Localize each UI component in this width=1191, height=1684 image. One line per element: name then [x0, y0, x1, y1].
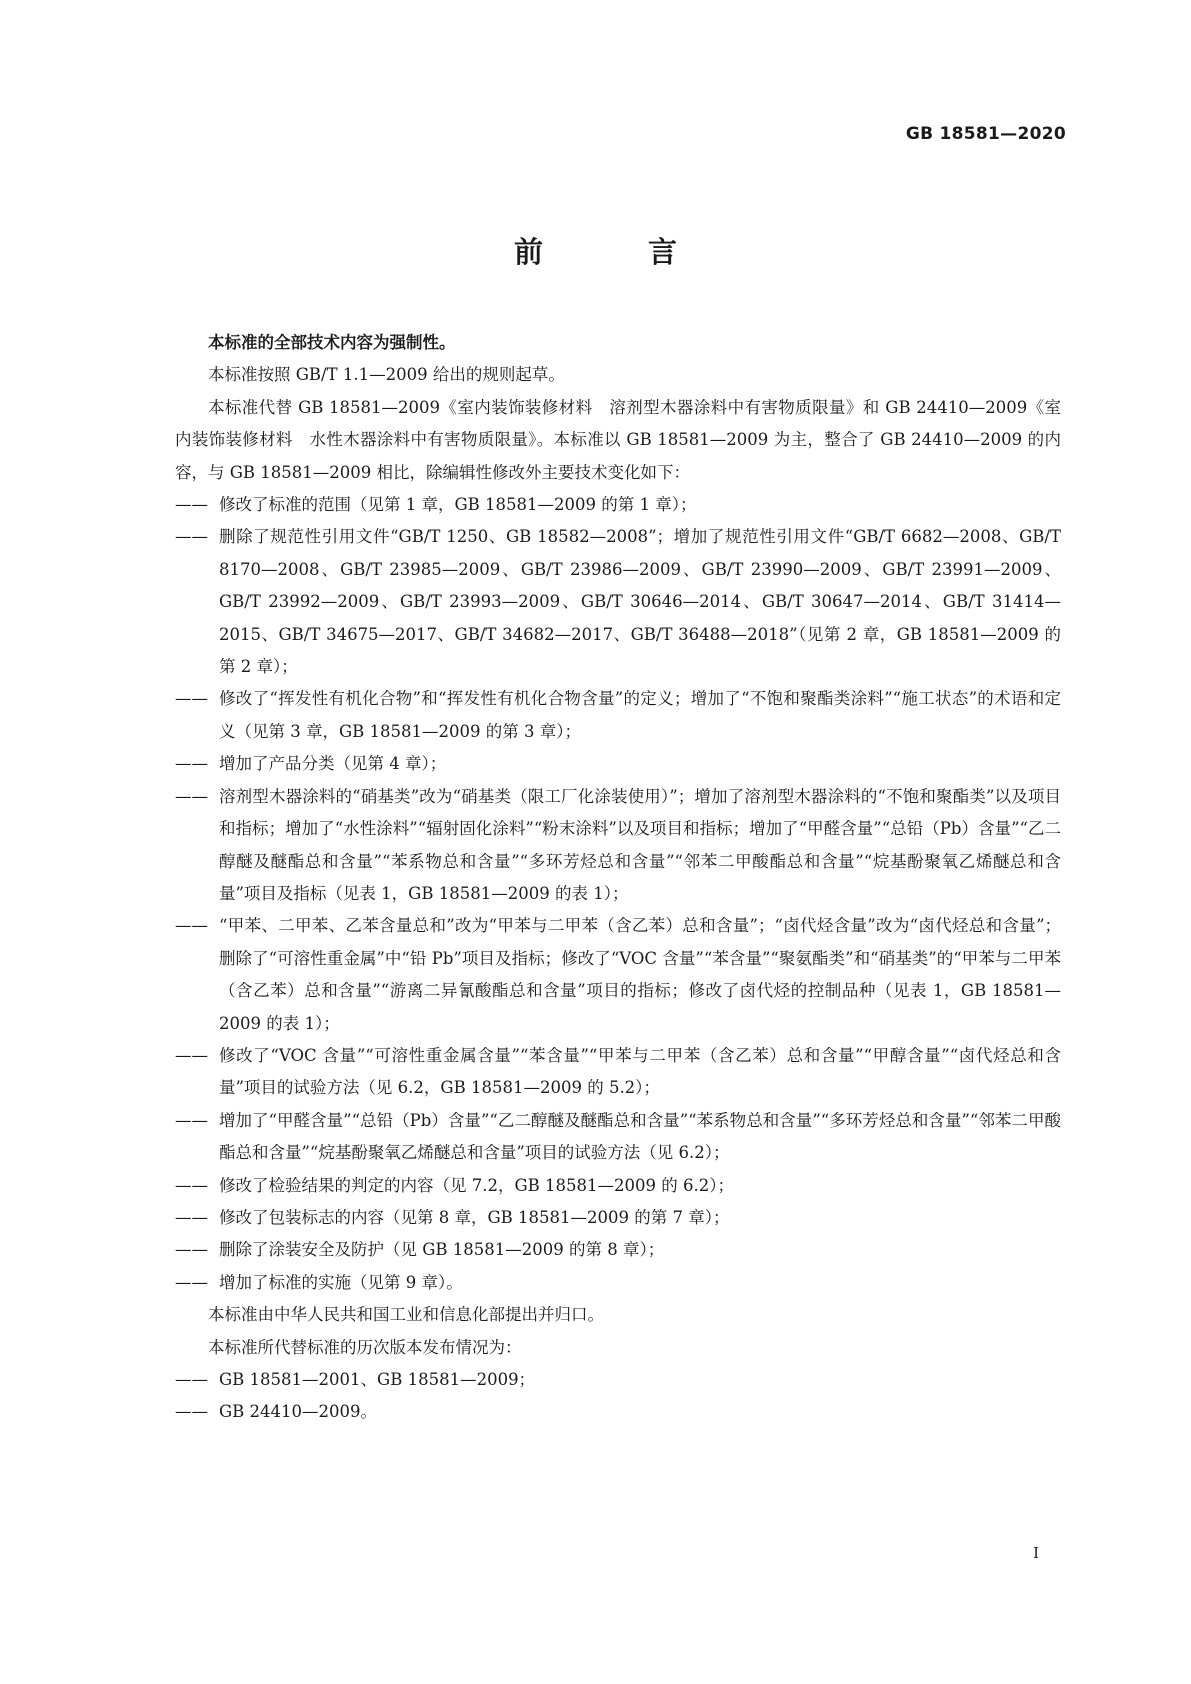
list-item — [175, 1267, 1061, 1299]
list-item — [175, 781, 1061, 911]
page-title: 前 言 — [513, 235, 715, 269]
dash-marker: —— — [175, 1402, 208, 1422]
dash-marker: —— — [175, 1370, 208, 1389]
list-item-text: 增加了产品分类（见第 4 章）； — [219, 754, 447, 774]
history-item-text: GB 18581—2001、GB 18581—2009； — [219, 1370, 536, 1389]
proposer-paragraph: 本标准由中华人民共和国工业和信息化部提出并归口。 — [208, 1305, 604, 1325]
list-item — [175, 1234, 1061, 1266]
list-item — [175, 748, 1061, 780]
list-item-text: 修改了“VOC 含量”“可溶性重金属含量”“苯含量”“甲苯与二甲苯（含乙苯）总和含量”“甲醇含量”“卤代烃总和含量”项目的试验方法（见 6.2，GB 18581—2009 的 5.2）； — [219, 1045, 1061, 1098]
dash-marker: —— — [175, 916, 208, 936]
dash-marker: —— — [175, 1045, 208, 1065]
dash-marker: —— — [175, 754, 208, 774]
replacement-paragraph: 本标准代替 GB 18581—2009《室内装饰装修材料 溶剂型木器涂料中有害物质限量》和 GB 24410—2009《室内装饰装修材料 水性木器涂料中有害物质限量》。本标准以 GB 18581—2009 为主，整合了 GB 24410—2009 的内容，与 GB 18581—2009 相比，除编辑性修改外主要技术变化如下： — [175, 397, 1061, 482]
list-item-text: 增加了标准的实施（见第 9 章）。 — [219, 1272, 463, 1292]
list-item-text: 修改了检验结果的判定的内容（见 7.2，GB 18581—2009 的 6.2）； — [219, 1175, 734, 1195]
dash-marker: —— — [175, 1110, 208, 1130]
list-item-text: 删除了涂装安全及防护（见 GB 18581—2009 的第 8 章）； — [219, 1240, 665, 1260]
list-item-text: 删除了规范性引用文件“GB/T 1250、GB 18582—2008”；增加了规范性引用文件“GB/T 6682—2008、GB/T 8170—2008、GB/T 23985—2009、GB/T 23986—2009、GB/T 23990—2009、GB/T 23991—2009、GB/T 23992—2009、GB/T 23993—2009、GB/T 30646—2014、GB/T 30647—2014、GB/T 31414—2015、GB/T 34675—2017、GB/T 34682—2017、GB/T 36488—2018”（见第 2 章，GB 18581—2009 的第 2 章）； — [219, 527, 1061, 677]
history-item — [175, 1364, 1061, 1396]
list-item-text: “甲苯、二甲苯、乙苯含量总和”改为“甲苯与二甲苯（含乙苯）总和含量”；“卤代烃含量”改为“卤代烃总和含量”；删除了“可溶性重金属”中“铅 Pb”项目及指标；修改了“VOC 含量”“苯含量”“聚氨酯类”和“硝基类”的“甲苯与二甲苯（含乙苯）总和含量”“游离二异氰酸酯总和含量”项目的指标；修改了卤代烃的控制品种（见表 1，GB 18581—2009 的表 1）； — [219, 916, 1061, 1033]
list-item — [175, 489, 1061, 521]
drafting-rule-paragraph: 本标准按照 GB/T 1.1—2009 给出的规则起草。 — [208, 365, 565, 385]
list-item-text: 增加了“甲醛含量”“总铅（Pb）含量”“乙二醇醚及醚酯总和含量”“苯系物总和含量”“多环芳烃总和含量”“邻苯二甲酸酯总和含量”“烷基酚聚氧乙烯醚总和含量”项目的试验方法（见 6.2）； — [219, 1110, 1061, 1163]
history-item-text: GB 24410—2009。 — [219, 1402, 378, 1422]
dash-marker: —— — [175, 1240, 208, 1260]
list-item-text: 修改了标准的范围（见第 1 章，GB 18581—2009 的第 1 章）； — [219, 495, 697, 515]
history-item — [175, 1396, 1061, 1428]
mandatory-statement: 本标准的全部技术内容为强制性。 — [208, 333, 456, 352]
list-item — [175, 1202, 1061, 1234]
list-item — [175, 521, 1061, 683]
history-intro-paragraph: 本标准所代替标准的历次版本发布情况为： — [208, 1337, 522, 1357]
list-item — [175, 1170, 1061, 1202]
page-number: I — [1033, 1544, 1039, 1562]
foreword-body — [175, 327, 1061, 1429]
standard-code: GB 18581—2020 — [905, 124, 1066, 144]
dash-marker: —— — [175, 527, 208, 547]
dash-marker: —— — [175, 495, 208, 515]
dash-marker: —— — [175, 689, 208, 709]
list-item — [175, 1040, 1061, 1105]
list-item — [175, 683, 1061, 748]
list-item-text: 溶剂型木器涂料的“硝基类”改为“硝基类（限工厂化涂装使用）”；增加了溶剂型木器涂料的“不饱和聚酯类”以及项目和指标；增加了“水性涂料”“辐射固化涂料”“粉末涂料”以及项目和指标；增加了“甲醛含量”“总铅（Pb）含量”“乙二醇醚及醚酯总和含量”“苯系物总和含量”“多环芳烃总和含量”“邻苯二甲酸酯总和含量”“烷基酚聚氧乙烯醚总和含量”项目及指标（见表 1，GB 18581—2009 的表 1）； — [219, 786, 1061, 903]
list-item-text: 修改了“挥发性有机化合物”和“挥发性有机化合物含量”的定义；增加了“不饱和聚酯类涂料”“施工状态”的术语和定义（见第 3 章，GB 18581—2009 的第 3 章）； — [219, 689, 1061, 741]
list-item-text: 修改了包装标志的内容（见第 8 章，GB 18581—2009 的第 7 章）； — [219, 1207, 730, 1227]
dash-marker: —— — [175, 1272, 208, 1292]
dash-marker: —— — [175, 1175, 208, 1195]
list-item — [175, 1105, 1061, 1170]
dash-marker: —— — [175, 786, 208, 806]
dash-marker: —— — [175, 1207, 208, 1227]
list-item — [175, 910, 1061, 1040]
